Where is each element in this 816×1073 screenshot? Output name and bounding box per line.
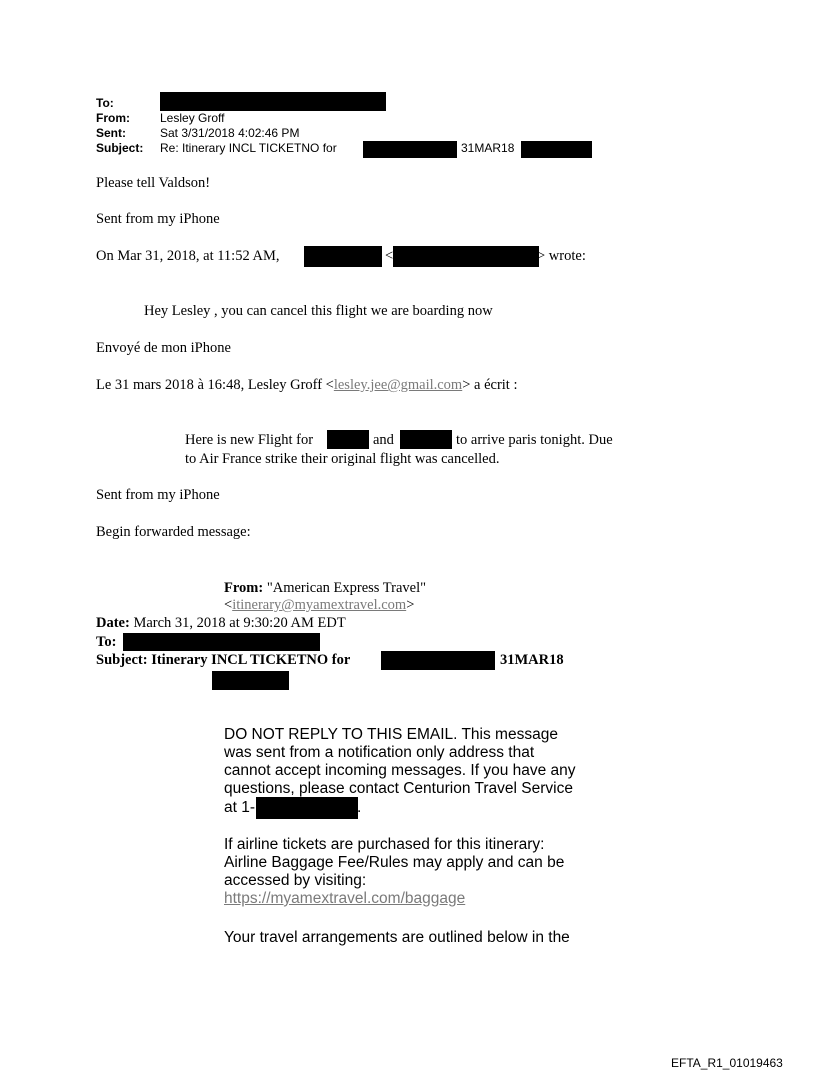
newflight-line2: to Air France strike their original flight was cancelled. <box>185 451 500 467</box>
quote1-lt: < <box>385 248 394 264</box>
redaction-phone <box>256 797 358 819</box>
redaction-to <box>160 92 386 111</box>
notice-p2-line2: Airline Baggage Fee/Rules may apply and can be <box>224 854 565 871</box>
redaction-passenger-1 <box>327 430 369 449</box>
notice-p1-line5-suffix: . <box>357 799 362 816</box>
quote1-suffix: > wrote: <box>537 248 586 264</box>
notice-p2-line3: accessed by visiting: <box>224 872 367 889</box>
redaction-subject-1 <box>363 141 457 158</box>
notice-p2-line1: If airline tickets are purchased for this itinerary: <box>224 836 545 853</box>
notice-p1-line3: cannot accept incoming messages. If you have any <box>224 762 576 779</box>
redaction-passenger-2 <box>400 430 452 449</box>
begin-forwarded: Begin forwarded message: <box>96 524 251 540</box>
to-label: To: <box>96 96 114 110</box>
fwd-date-line: Date: March 31, 2018 at 9:30:20 AM EDT <box>96 615 346 631</box>
document-id: EFTA_R1_01019463 <box>671 1056 783 1070</box>
redaction-subject-2 <box>521 141 592 158</box>
redaction-sender-name <box>304 246 382 267</box>
body-line-please-tell: Please tell Valdson! <box>96 175 211 191</box>
fwd-to-label: To: <box>96 634 117 650</box>
envoye-line: Envoyé de mon iPhone <box>96 340 231 356</box>
le31-line <box>96 377 518 394</box>
notice-p1-line1: DO NOT REPLY TO THIS EMAIL. This message <box>224 726 558 743</box>
from-value: Lesley Groff <box>160 111 225 125</box>
subject-label: Subject: <box>96 141 144 155</box>
sent-label: Sent: <box>96 126 126 140</box>
subject-date: 31MAR18 <box>461 141 515 155</box>
sent-value: Sat 3/31/2018 4:02:46 PM <box>160 126 300 140</box>
le31-suffix: > a écrit : <box>462 377 518 393</box>
le31-prefix: Le 31 mars 2018 à 16:48, Lesley Groff < <box>96 377 334 393</box>
hey-line: Hey Lesley , you can cancel this flight we are boarding now <box>144 303 493 319</box>
newflight-a: Here is new Flight for <box>185 432 314 448</box>
redaction-fwd-subject-1 <box>381 651 495 670</box>
redaction-fwd-to <box>123 633 320 651</box>
newflight-and: and <box>373 432 394 448</box>
quote1-prefix: On Mar 31, 2018, at 11:52 AM, <box>96 248 280 264</box>
fwd-subject-date: 31MAR18 <box>500 652 564 668</box>
amex-email-link[interactable]: itinerary@myamextravel.com <box>232 597 407 613</box>
subject-value: Re: Itinerary INCL TICKETNO for <box>160 141 337 155</box>
newflight-b: to arrive paris tonight. Due <box>456 432 613 448</box>
body-line-sent-iphone: Sent from my iPhone <box>96 211 220 227</box>
redaction-fwd-subject-2 <box>212 671 289 690</box>
notice-p1-line5-prefix: at 1- <box>224 799 256 816</box>
lesley-email-link[interactable]: lesley.jee@gmail.com <box>333 377 463 393</box>
notice-p1-line2: was sent from a notification only address that <box>224 744 535 761</box>
sent-iphone-2: Sent from my iPhone <box>96 487 220 503</box>
baggage-link[interactable]: https://myamextravel.com/baggage <box>224 890 466 907</box>
fwd-subject-line: Subject: Itinerary INCL TICKETNO for <box>96 652 351 668</box>
from-label: From: <box>96 111 130 125</box>
notice-p1-line4: questions, please contact Centurion Travel Service <box>224 780 573 797</box>
notice-p3-line1: Your travel arrangements are outlined below in the <box>224 929 570 946</box>
redaction-sender-email <box>393 246 539 267</box>
fwd-from-email-line: <itinerary@myamextravel.com> <box>224 597 415 613</box>
fwd-from-line: From: "American Express Travel" <box>224 580 427 596</box>
